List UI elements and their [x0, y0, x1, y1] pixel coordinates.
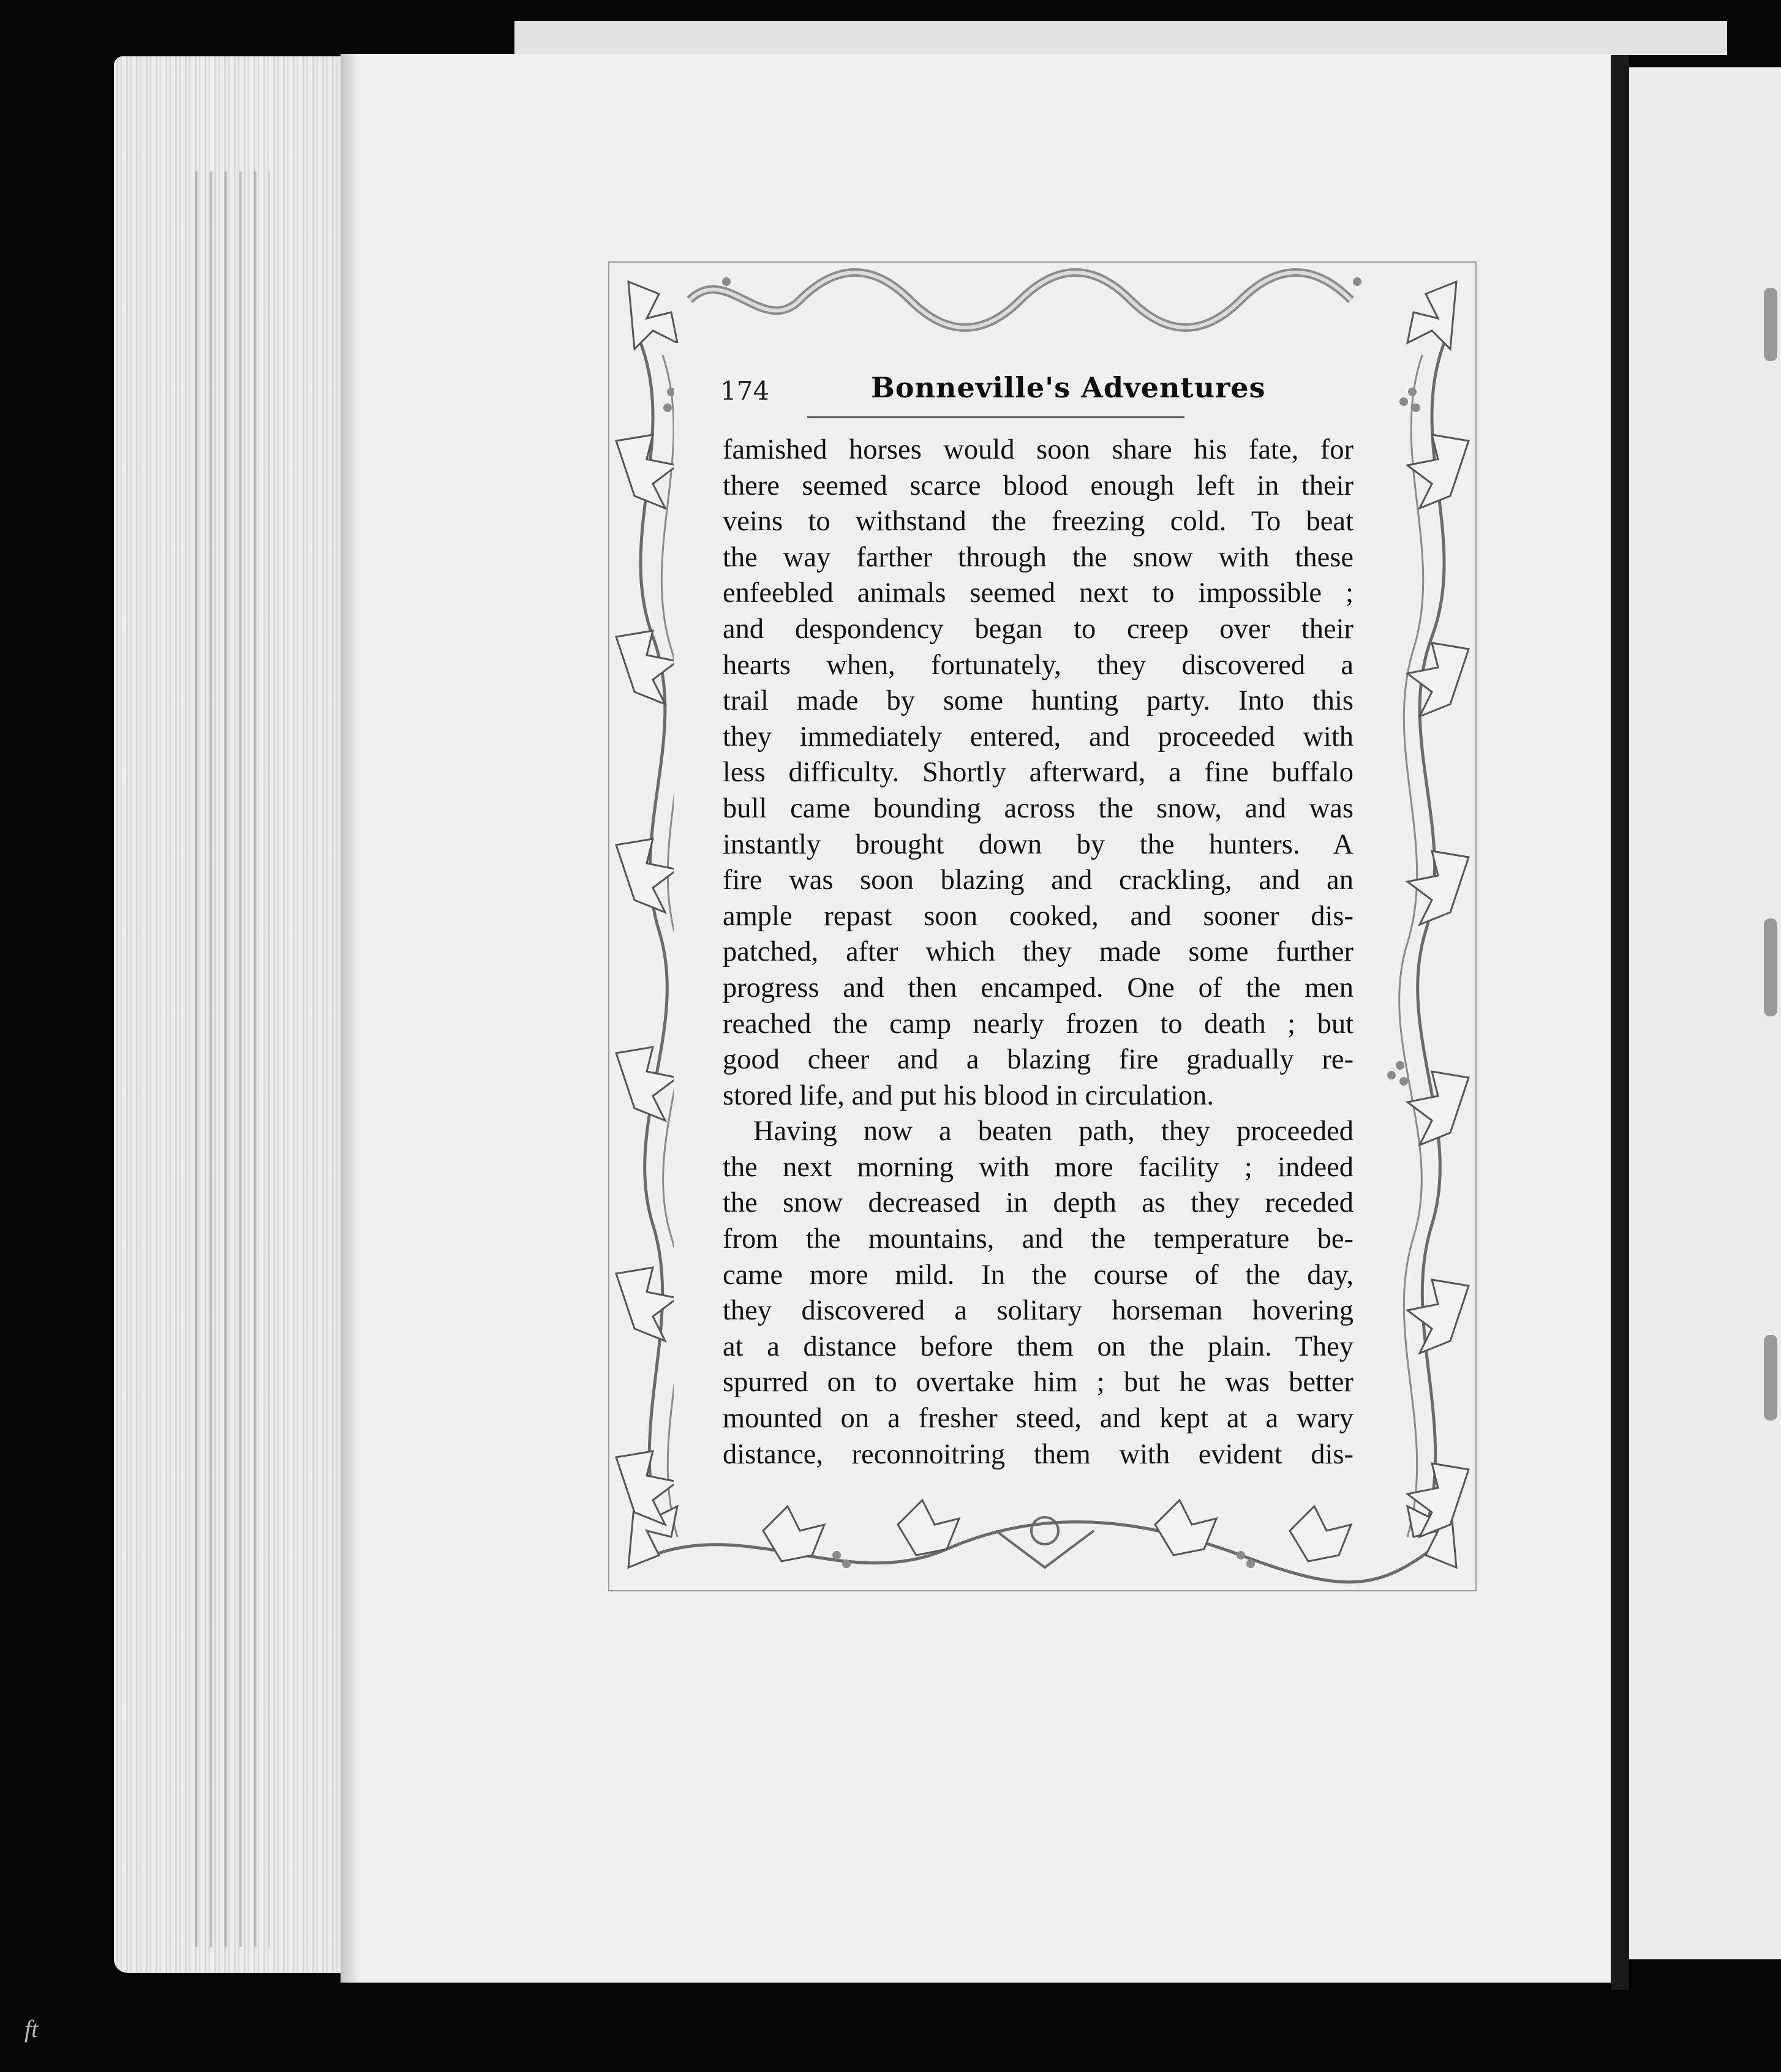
- text-line: bull came bounding across the snow, and was: [723, 792, 1354, 824]
- text-line: reached the camp nearly frozen to death ; but: [723, 1008, 1354, 1040]
- text-line: hearts when, fortunately, they discovered a: [723, 649, 1354, 681]
- body-text: [723, 432, 1354, 1473]
- text-line: enfeebled animals seemed next to impossible ;: [723, 577, 1354, 609]
- book-spine-gap: [1611, 55, 1629, 1990]
- page-edge-shading: [184, 171, 269, 1947]
- text-line: ample repast soon cooked, and sooner dis-: [723, 900, 1354, 932]
- text-line: veins to withstand the freezing cold. To beat: [723, 506, 1354, 538]
- text-line: trail made by some hunting party. Into this: [723, 685, 1354, 717]
- text-line: fire was soon blazing and crackling, and an: [723, 865, 1354, 896]
- text-line: the next morning with more facility ; indeed: [723, 1151, 1354, 1183]
- running-title: Bonneville's Adventures: [871, 371, 1266, 404]
- text-line: famished horses would soon share his fate, for: [723, 434, 1354, 465]
- text-line: and despondency began to creep over their: [723, 613, 1354, 645]
- text-line: stored life, and put his blood in circulation.: [723, 1079, 1214, 1111]
- page-number: 174: [720, 376, 770, 406]
- text-line: from the mountains, and the temperature be-: [723, 1223, 1354, 1255]
- page-gutter-shadow: [341, 54, 359, 1983]
- paragraph-1: [723, 432, 1354, 1114]
- text-line: mounted on a fresher steed, and kept at a wary: [723, 1403, 1354, 1435]
- header-rule: [807, 416, 1184, 418]
- paragraph-2: [723, 1114, 1354, 1473]
- text-line: there seemed scarce blood enough left in their: [723, 470, 1354, 501]
- margin-mark: ft: [24, 2015, 39, 2043]
- facing-page-ornament: [1764, 918, 1777, 1016]
- text-line: came more mild. In the course of the day,: [723, 1259, 1354, 1291]
- running-head: [720, 371, 1351, 420]
- text-line: the way farther through the snow with these: [723, 541, 1354, 573]
- text-line: they discovered a solitary horseman hovering: [723, 1295, 1354, 1327]
- text-line: at a distance before them on the plain. They: [723, 1331, 1354, 1362]
- text-line: they immediately entered, and proceeded with: [723, 721, 1354, 753]
- text-line: patched, after which they made some further: [723, 936, 1354, 968]
- top-page-strip: [514, 21, 1727, 55]
- facing-page-ornament: [1764, 288, 1777, 361]
- text-line: spurred on to overtake him ; but he was better: [723, 1367, 1354, 1398]
- text-line: Having now a beaten path, they proceeded: [753, 1116, 1354, 1147]
- text-line: less difficulty. Shortly afterward, a fine buffalo: [723, 757, 1354, 789]
- text-line: good cheer and a blazing fire gradually re-: [723, 1044, 1354, 1076]
- text-line: instantly brought down by the hunters. A: [723, 828, 1354, 860]
- text-line: progress and then encamped. One of the men: [723, 972, 1354, 1004]
- facing-page-ornament: [1764, 1335, 1777, 1421]
- text-line: the snow decreased in depth as they receded: [723, 1187, 1354, 1219]
- text-line: distance, reconnoitring them with evident dis-: [723, 1438, 1354, 1470]
- facing-page-sliver: [1629, 67, 1781, 1959]
